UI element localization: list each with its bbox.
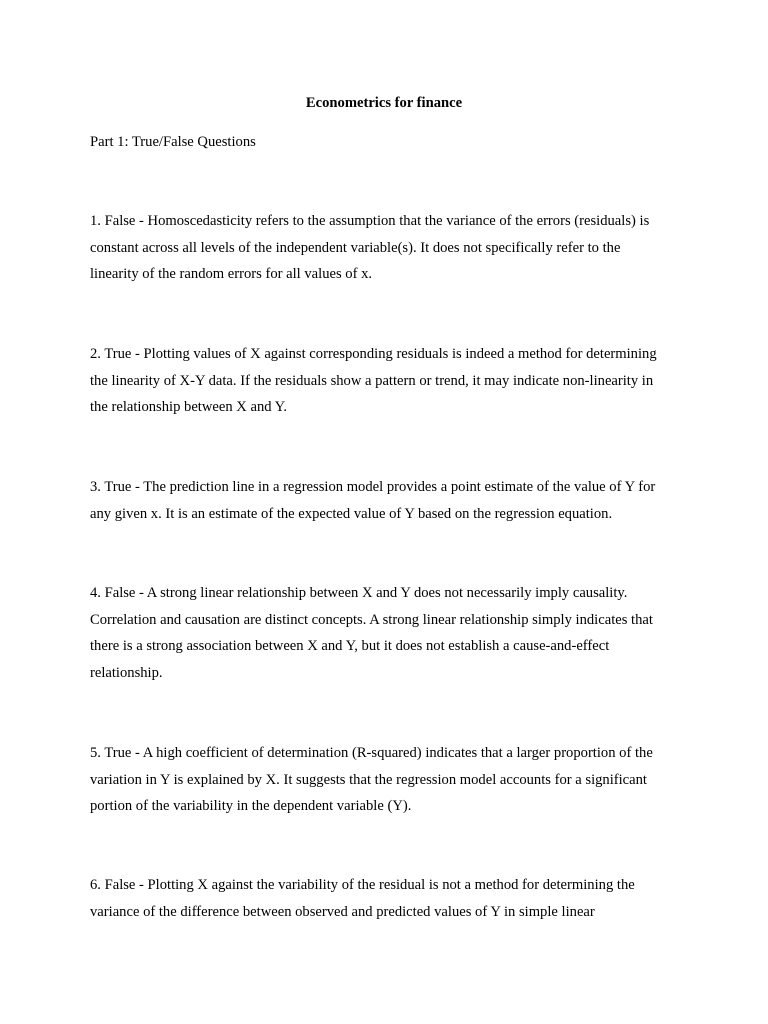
answer-line: relationship. xyxy=(90,664,163,681)
answer-3 xyxy=(90,474,690,527)
answer-line: there is a strong association between X and Y, but it does not establish a cause-and-effect xyxy=(90,638,610,655)
answer-6 xyxy=(90,872,690,925)
answer-line: the relationship between X and Y. xyxy=(90,399,287,416)
part-heading: Part 1: True/False Questions xyxy=(90,134,256,150)
answer-line: 1. False - Homoscedasticity refers to the assumption that the variance of the errors (residuals) is xyxy=(90,213,650,229)
answer-line: any given x. It is an estimate of the expected value of Y based on the regression equation. xyxy=(90,505,613,522)
answer-line: 6. False - Plotting X against the variability of the residual is not a method for determining the xyxy=(90,877,635,893)
answer-line: variance of the difference between observed and predicted values of Y in simple linear xyxy=(90,903,595,920)
answer-line: variation in Y is explained by X. It suggests that the regression model accounts for a significant xyxy=(90,771,647,788)
document-title: Econometrics for finance xyxy=(305,95,463,111)
answer-4 xyxy=(90,580,690,686)
answer-line: linearity of the random errors for all values of x. xyxy=(90,266,373,283)
answer-line: 3. True - The prediction line in a regression model provides a point estimate of the value of Y for xyxy=(90,479,656,495)
answer-line: the linearity of X-Y data. If the residuals show a pattern or trend, it may indicate non-linearity in xyxy=(90,372,654,389)
answer-line: portion of the variability in the dependent variable (Y). xyxy=(90,798,412,815)
answer-line: constant across all levels of the independent variable(s). It does not specifically refer to the xyxy=(90,239,621,256)
answer-line: Correlation and causation are distinct concepts. A strong linear relationship simply indicates that xyxy=(90,611,653,628)
answer-5 xyxy=(90,740,690,820)
answer-line: 4. False - A strong linear relationship between X and Y does not necessarily imply causality. xyxy=(90,585,628,601)
answer-line: 2. True - Plotting values of X against corresponding residuals is indeed a method for determining xyxy=(90,346,657,362)
answer-2 xyxy=(90,341,690,421)
answer-line: 5. True - A high coefficient of determination (R-squared) indicates that a larger proportion of the xyxy=(90,745,653,761)
answer-1 xyxy=(90,208,690,288)
